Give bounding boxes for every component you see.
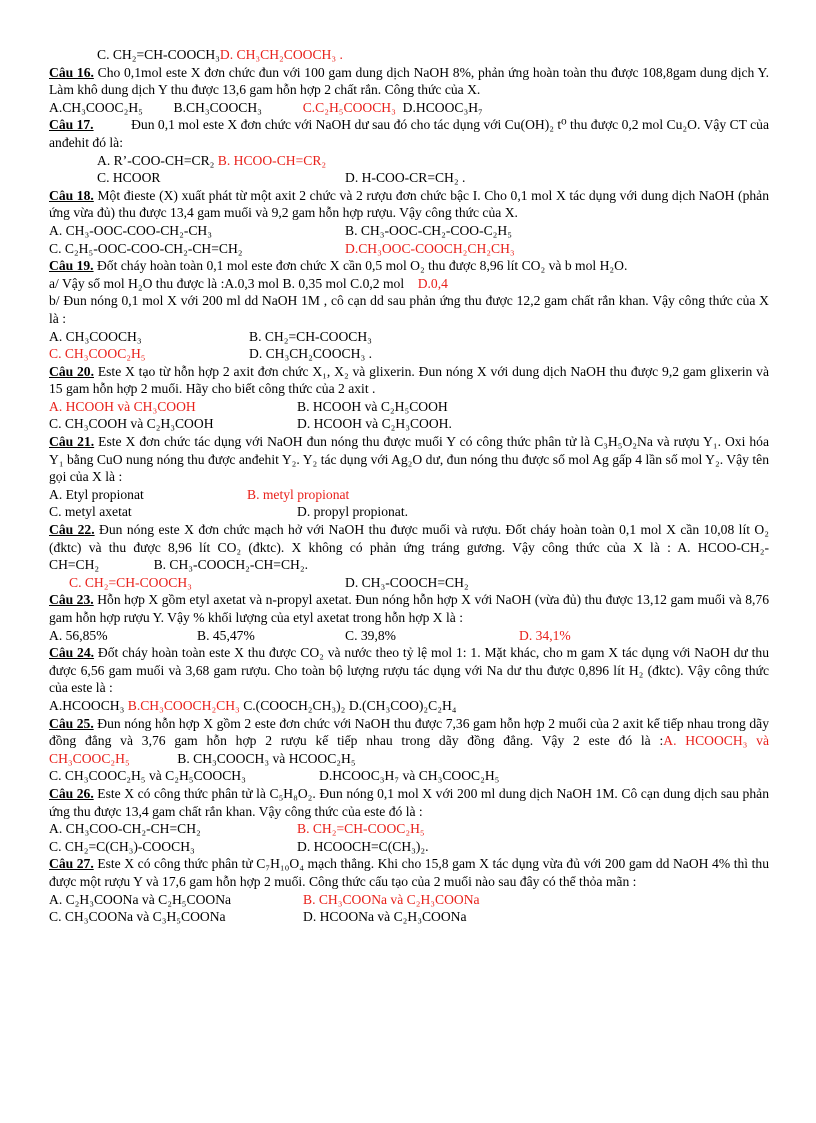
- q21-option-a: A. Etyl propionat: [49, 486, 144, 502]
- q23-options: [49, 627, 769, 645]
- question-19: [49, 257, 769, 275]
- q27-text: Este X có công thức phân tử C₇H₁₀O₄ mạch thẳng. Khi cho 15,8 gam X tác dụng vừa đủ với 200 gam dd NaOH 4% thì thu được một rượu Y và 17,6 gam hỗn hợp 2 muối. Công thức cấu tạo của 2 muối nào sau đây có thể thỏa mãn :: [49, 856, 769, 889]
- q16-option-d: D.HCOOC₃H₇: [402, 99, 483, 115]
- q17-options-cd: [49, 169, 769, 187]
- q16-option-a: A.CH₃COOC₂H₅: [49, 99, 143, 115]
- q24-option-b: B.CH₃COOCH₂CH₃: [127, 697, 240, 713]
- question-20: [49, 363, 769, 398]
- q24-option-d: D.(CH₃COO)₂C₂H₄: [348, 697, 457, 713]
- q21-options-ab: [49, 486, 769, 504]
- q20-option-a: A. HCOOH và CH₃COOH: [49, 398, 196, 414]
- q17-option-a: A. R’-COO-CH=CR₂: [97, 152, 215, 168]
- q27-option-c: C. CH₃COONa và C₃H₅COONa: [49, 909, 226, 925]
- q25-options-cd: [49, 767, 769, 785]
- q19-part-a-text: a/ Vậy số mol H₂O thu được là :A.0,3 mol B. 0,35 mol C.0,2 mol: [49, 275, 405, 291]
- q18-option-d: D.CH₃OOC-COOCH₂CH₂CH₃: [345, 240, 515, 256]
- q20-text: Este X tạo từ hỗn hợp 2 axit đơn chức X₁, X₂ và glixerin. Đun nóng X với dung dịch NaOH thu được 9,2 gam glixerin và 15 gam hỗn hợp 2 muối. Hãy cho biết công thức của 2 axit .: [49, 363, 769, 397]
- q25-option-d: D.HCOOC₃H₇ và CH₃COOC₂H₅: [319, 768, 500, 784]
- q26-options-ab: [49, 820, 769, 838]
- q27-option-a: A. C₂H₃COONa và C₂H₅COONa: [49, 891, 232, 907]
- q22-option-b: B. CH₃-COOCH₂-CH=CH₂.: [153, 557, 308, 573]
- q17-heading: Câu 17.: [49, 117, 94, 133]
- q25-option-a: A. HCOOCH₃ và CH₃COOC₂H₅: [49, 733, 770, 766]
- q19-option-b: B. CH₂=CH-COOCH₃: [249, 328, 372, 344]
- q23-text: Hỗn hợp X gồm etyl axetat và n-propyl axetat. Đun nóng hỗn hợp X với NaOH (vừa đủ) thu được 13,12 gam muối và 8,76 gam hỗn hợp rượu Y. Vậy % khối lượng của etyl axetat trong hỗn hợp X là :: [49, 592, 769, 625]
- document-page: [49, 46, 769, 926]
- q16-text: Cho 0,1mol este X đơn chức đun với 100 gam dung dịch NaOH 8%, phản ứng hoàn toàn thu được 108,8gam dung dịch Y. Làm khô dung dịch Y thu được 13,6 gam hỗn hợp 2 chất rắn. Công thức của X.: [49, 64, 769, 98]
- q19-option-d: D. CH₃CH₂COOCH₃ .: [249, 346, 372, 362]
- q23-option-c: C. 39,8%: [345, 627, 396, 643]
- question-21: [49, 433, 769, 486]
- q18-options-cd: [49, 240, 769, 258]
- q18-option-b: B. CH₃-OOC-CH₂-COO-C₂H₅: [345, 222, 512, 238]
- q27-options-cd: [49, 908, 769, 926]
- q15-options: [49, 46, 769, 64]
- q18-option-c: C. C₂H₅-OOC-COO-CH₂-CH=CH₂: [49, 240, 243, 256]
- q24-text: Đốt cháy hoàn toàn este X thu được CO₂ và nước theo tỷ lệ mol 1: 1. Mặt khác, cho m gam X tác dụng với NaOH dư thu được 6,56 gam muối và 3,68 gam rượu. Cho toàn bộ lượng rượu tác dụng với Na dư thu được 0,896 lít H₂ (đktc). Vậy công thức của este là :: [49, 645, 770, 696]
- q19-heading: Câu 19.: [49, 258, 94, 274]
- q23-option-b: B. 45,47%: [197, 627, 255, 643]
- q24-option-a: A.HCOOCH₃: [49, 697, 125, 713]
- q21-heading: Câu 21.: [49, 434, 95, 450]
- q19-part-a-answer: D.0,4: [417, 275, 448, 291]
- q19-options-ab: [49, 328, 769, 346]
- q24-option-c: C.(COOCH₂CH₃)₂: [243, 697, 346, 713]
- q17-option-c: C. HCOOR: [97, 170, 161, 186]
- q19-part-a: [49, 275, 769, 293]
- question-18: [49, 187, 769, 222]
- q26-text: Este X có công thức phân tử là C₅H₈O₂. Đun nóng 0,1 mol X với 200 ml dung dịch NaOH 1M. Cô cạn dung dịch sau phản ứng thu được 13,4 gam chất rắn khan. Vậy công thức của este đó là :: [49, 785, 769, 819]
- q17-text: Đun 0,1 mol este X đơn chức với NaOH dư sau đó cho tác dụng với Cu(OH)₂ t⁰ thu được 0,2 mol Cu₂O. Vậy CT của anđehit đó là:: [49, 117, 769, 150]
- q23-heading: Câu 23.: [49, 592, 94, 608]
- q17-option-b: B. HCOO-CH=CR₂: [217, 152, 327, 168]
- question-26: [49, 785, 769, 820]
- q16-option-b: B.CH₃COOCH₃: [173, 99, 262, 115]
- q20-option-d: D. HCOOH và C₂H₃COOH.: [297, 416, 452, 432]
- q22-heading: Câu 22.: [49, 522, 95, 538]
- q15-option-d: D. CH₃CH₂COOCH₃ .: [219, 47, 343, 62]
- q25-option-c: C. CH₃COOC₂H₅ và C₂H₅COOCH₃: [49, 768, 246, 784]
- q25-option-b: B. CH₃COOCH₃ và HCOOC₂H₅: [177, 750, 356, 766]
- question-22: [49, 521, 769, 574]
- q22-option-d: D. CH₃-COOCH=CH₂: [345, 574, 469, 590]
- q20-options-ab: [49, 398, 769, 416]
- q27-option-b: B. CH₃COONa và C₂H₃COONa: [303, 891, 480, 907]
- q19-text: Đốt cháy hoàn toàn 0,1 mol este đơn chức X cần 0,5 mol O₂ thu được 8,96 lít CO₂ và b mol H₂O.: [96, 258, 628, 274]
- q21-option-b: B. metyl propionat: [247, 486, 350, 502]
- q15-option-c: C. CH₂=CH-COOCH₃: [97, 47, 220, 62]
- q24-heading: Câu 24.: [49, 645, 95, 661]
- q19-option-a: A. CH₃COOCH₃: [49, 328, 142, 344]
- q26-options-cd: [49, 838, 769, 856]
- q16-heading: Câu 16.: [49, 64, 94, 80]
- q26-heading: Câu 26.: [49, 785, 94, 801]
- q22-text: Đun nóng este X đơn chức mạch hở với NaOH thu được muối và rượu. Đốt cháy hoàn toàn 0,1 mol X cần 10,08 lít O₂ (đktc) và thu được 8,96 lít CO₂ (đktc). X không có phản ứng tráng gương. Vậy công thức của X là :: [49, 522, 769, 555]
- q26-option-a: A. CH₃COO-CH₂-CH=CH₂: [49, 821, 201, 837]
- q21-options-cd: [49, 503, 769, 521]
- q26-option-d: D. HCOOCH=C(CH₃)₂.: [297, 838, 429, 854]
- q18-heading: Câu 18.: [49, 187, 94, 203]
- q16-option-c: C.C₂H₅COOCH₃: [302, 99, 396, 115]
- q19-option-c: C. CH₃COOC₂H₅: [49, 346, 146, 362]
- q21-option-d: D. propyl propionat.: [297, 504, 409, 520]
- question-25: [49, 715, 769, 768]
- q19-options-cd: [49, 345, 769, 363]
- q25-text: Đun nóng hỗn hợp X gồm 2 este đơn chức với NaOH thu được 7,36 gam hỗn hợp 2 muối của 2 axit kế tiếp nhau trong dãy đồng đẳng và 3,76 gam hỗn hợp 2 rượu kế tiếp nhau trong dãy đồng đẳng. Vậy 2 este đó là :: [49, 715, 769, 749]
- question-17: [49, 116, 769, 151]
- q27-option-d: D. HCOONa và C₂H₃COONa: [303, 909, 467, 925]
- q25-heading: Câu 25.: [49, 715, 94, 731]
- question-24: [49, 644, 769, 697]
- q18-text: Một đieste (X) xuất phát từ một axit 2 chức và 2 rượu đơn chức bậc I. Cho 0,1 mol X tác dụng với dung dịch NaOH (phản ứng vừa đủ) thu được 13,4 gam muối và 9,2 gam hỗn hợp rượu. Vậy công thức của X.: [49, 187, 769, 221]
- q21-text: Este X đơn chức tác dụng với NaOH đun nóng thu được muối Y có công thức phân tử là C₃H₅O₂Na và rượu Y₁. Oxi hóa Y₁ bằng CuO nung nóng thu được anđehit Y₂. Y₂ tác dụng với Ag₂O dư, đun nóng thu được số mol Ag gấp 4 lần số mol Y₂. Vậy tên gọi của X là :: [49, 434, 769, 485]
- q21-option-c: C. metyl axetat: [49, 504, 132, 520]
- q16-options: [49, 99, 769, 117]
- q18-option-a: A. CH₃-OOC-COO-CH₂-CH₃: [49, 222, 212, 238]
- q20-option-b: B. HCOOH và C₂H₅COOH: [297, 398, 448, 414]
- q19-part-b: [49, 292, 769, 327]
- q26-option-b: B. CH₂=CH-COOC₂H₅: [297, 821, 425, 837]
- q20-options-cd: [49, 415, 769, 433]
- q22-option-a: A. HCOO-CH₂-CH=CH₂: [49, 539, 770, 573]
- q26-option-c: C. CH₂=C(CH₃)-COOCH₃: [49, 838, 195, 854]
- q20-heading: Câu 20.: [49, 363, 94, 379]
- q24-options: [49, 697, 769, 715]
- question-27: [49, 855, 769, 890]
- q27-heading: Câu 27.: [49, 856, 94, 872]
- q17-options-ab: [49, 152, 769, 170]
- question-23: [49, 591, 769, 626]
- q23-option-a: A. 56,85%: [49, 627, 108, 643]
- q18-options-ab: [49, 222, 769, 240]
- q27-options-ab: [49, 891, 769, 909]
- q19-part-b-text: b/ Đun nóng 0,1 mol X với 200 ml dd NaOH 1M , cô cạn dd sau phản ứng thu được 12,2 gam chất rắn khan. Vậy công thức của X là :: [49, 293, 769, 326]
- q17-option-d: D. H-COO-CR=CH₂ .: [345, 170, 466, 186]
- q20-option-c: C. CH₃COOH và C₂H₃COOH: [49, 416, 214, 432]
- q22-option-c: C. CH₂=CH-COOCH₃: [69, 574, 192, 590]
- q22-options-cd: [49, 574, 769, 592]
- q23-option-d: D. 34,1%: [519, 627, 571, 643]
- question-16: [49, 64, 769, 99]
